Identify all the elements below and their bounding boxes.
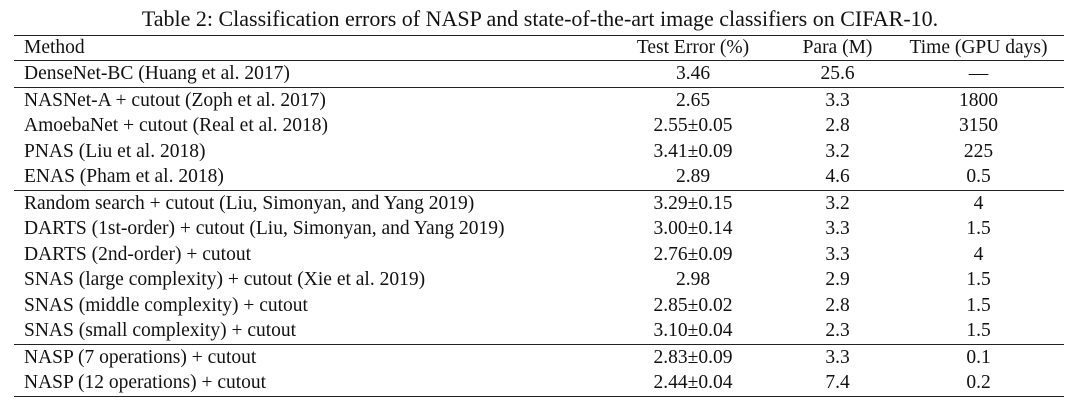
cell-time: — <box>968 63 989 85</box>
header-time: Time (GPU days) <box>893 36 1064 61</box>
cell-method: DARTS (2nd-order) + cutout <box>24 243 251 265</box>
cell-para: 25.6 <box>820 63 855 85</box>
cell-method: PNAS (Liu et al. 2018) <box>24 140 206 162</box>
table-caption: Table 2: Classification errors of NASP and state-of-the-art image classifiers on CIFAR-10. <box>141 6 939 31</box>
cell-time: 1800 <box>893 87 1064 113</box>
cell-test-error-best: 2.44±0.04 <box>604 370 782 396</box>
cell-test-error: 3.10±0.04 <box>653 320 733 342</box>
cell-method: SNAS (middle complexity) + cutout <box>24 294 308 316</box>
table-row <box>14 139 1064 165</box>
table-row <box>14 87 1064 113</box>
cell-test-error: 2.89 <box>675 166 711 188</box>
cell-time: 1.5 <box>966 294 991 316</box>
cell-test-error: 3.29±0.15 <box>604 190 782 216</box>
cell-time: 1.5 <box>966 218 991 240</box>
cell-para: 3.3 <box>825 243 850 265</box>
cell-time: 4 <box>893 190 1064 216</box>
cell-para: 3.3 <box>782 87 893 113</box>
cell-test-error: 3.41±0.09 <box>653 140 733 162</box>
cell-time: 225 <box>963 140 994 162</box>
header-method: Method <box>14 36 604 61</box>
cell-time: 1.5 <box>966 320 991 342</box>
table-row <box>14 216 1064 242</box>
table-header-row <box>14 36 1064 61</box>
cell-method: Random search + cutout (Liu, Simonyan, and Yang 2019) <box>14 190 604 216</box>
cell-test-error: 2.83±0.09 <box>604 344 782 370</box>
cell-test-error: 3.46 <box>675 63 711 85</box>
table-row <box>14 242 1064 268</box>
cell-para: 3.3 <box>825 218 850 240</box>
header-para: Para (M) <box>782 36 893 61</box>
cell-method: NASP (7 operations) + cutout <box>14 344 604 370</box>
table-row <box>14 267 1064 293</box>
header-test-error: Test Error (%) <box>604 36 782 61</box>
cell-test-error: 3.00±0.14 <box>653 218 733 240</box>
table-row <box>14 164 1064 190</box>
table-row <box>14 293 1064 319</box>
cell-method: NASP (12 operations) + cutout <box>14 370 604 396</box>
cell-time: 1.5 <box>966 269 991 291</box>
cell-test-error: 2.85±0.02 <box>653 294 733 316</box>
cell-method: ENAS (Pham et al. 2018) <box>24 166 224 188</box>
cell-time: 0.5 <box>966 166 991 188</box>
cell-time: 0.2 <box>893 370 1064 396</box>
cell-para: 2.9 <box>825 269 850 291</box>
cell-test-error: 2.76±0.09 <box>653 243 733 265</box>
cell-method: SNAS (small complexity) + cutout <box>24 320 297 342</box>
table-row <box>14 113 1064 139</box>
cell-method: NASNet-A + cutout (Zoph et al. 2017) <box>14 87 604 113</box>
table-row <box>14 318 1064 344</box>
cell-para: 7.4 <box>782 370 893 396</box>
cell-time: 3150 <box>959 115 998 137</box>
cell-para: 2.8 <box>825 115 850 137</box>
cell-para: 3.2 <box>782 190 893 216</box>
cell-test-error: 2.98 <box>675 269 711 291</box>
results-table <box>14 35 1064 397</box>
cell-method: DARTS (1st-order) + cutout (Liu, Simonyan, and Yang 2019) <box>24 218 505 240</box>
table-row <box>14 344 1064 370</box>
cell-para: 2.8 <box>825 294 850 316</box>
cell-test-error: 2.55±0.05 <box>653 115 733 137</box>
table-row <box>14 370 1064 396</box>
table-row <box>14 190 1064 216</box>
cell-method: SNAS (large complexity) + cutout (Xie et al. 2019) <box>24 269 426 291</box>
cell-method: DenseNet-BC (Huang et al. 2017) <box>24 63 290 85</box>
cell-time: 4 <box>973 243 984 265</box>
cell-para: 2.3 <box>825 320 850 342</box>
cell-para: 4.6 <box>825 166 850 188</box>
cell-para: 3.3 <box>782 344 893 370</box>
cell-time-best: 0.1 <box>893 344 1064 370</box>
table-row <box>14 61 1064 88</box>
cell-test-error: 2.65 <box>604 87 782 113</box>
cell-para: 3.2 <box>825 140 850 162</box>
cell-method: AmoebaNet + cutout (Real et al. 2018) <box>24 115 328 137</box>
